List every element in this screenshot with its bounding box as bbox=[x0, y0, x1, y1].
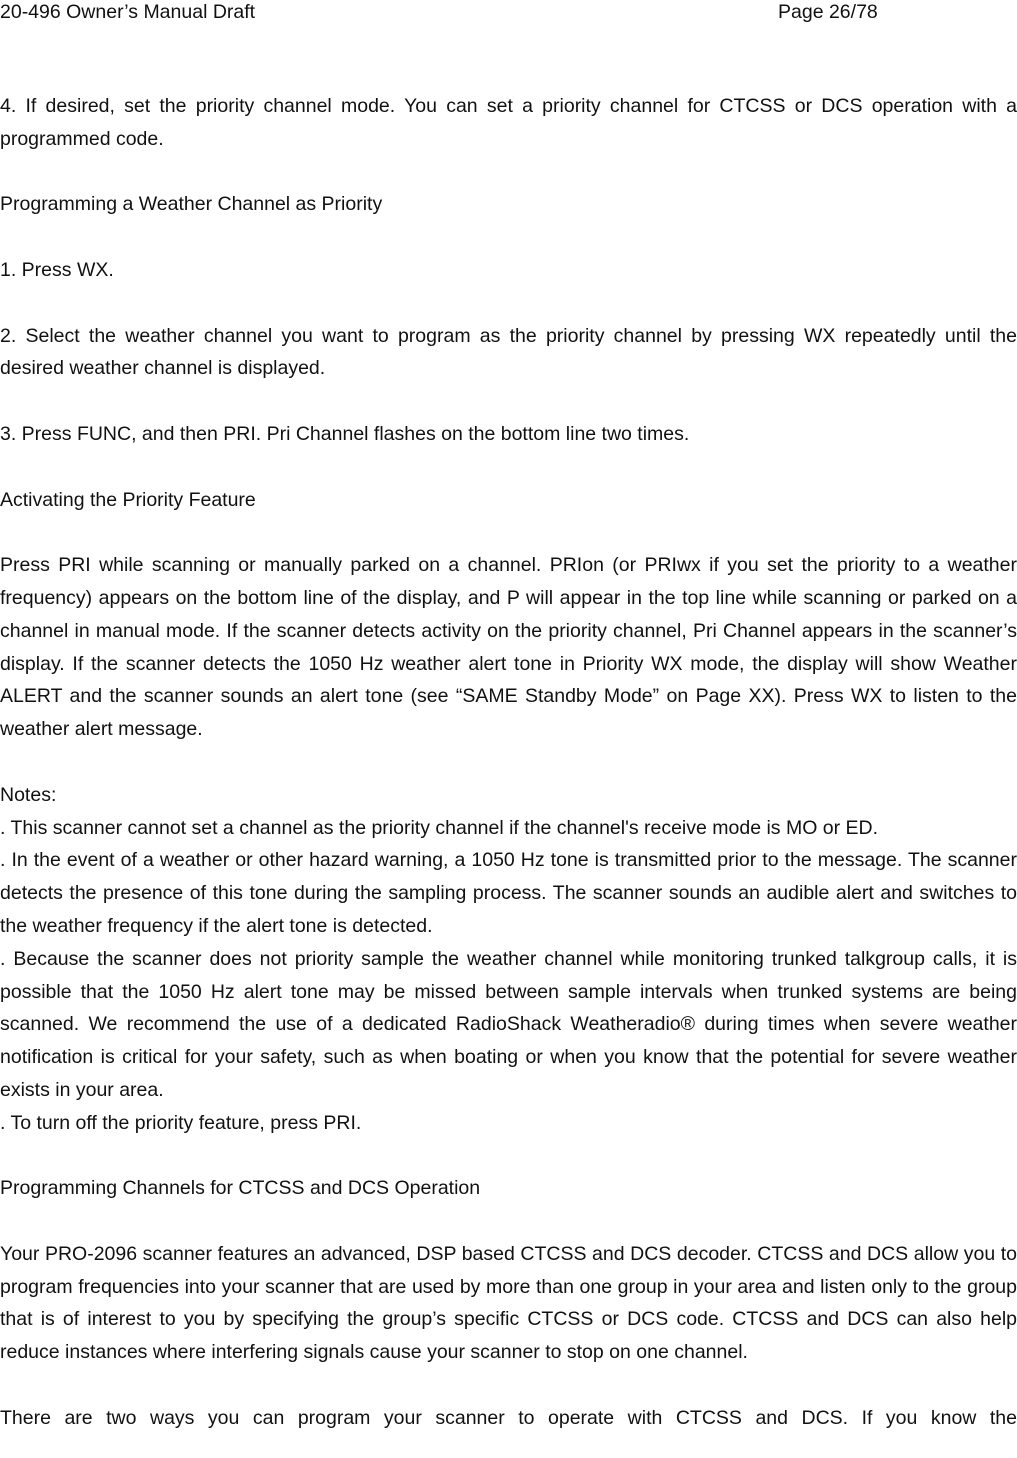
document-title: 20-496 Owner’s Manual Draft bbox=[0, 1, 256, 23]
heading-weather-priority: Programming a Weather Channel as Priority bbox=[0, 193, 383, 216]
heading-ctcss-dcs: Programming Channels for CTCSS and DCS Operation bbox=[0, 1177, 481, 1200]
ctcss-paragraph: Your PRO-2096 scanner features an advanced, DSP based CTCSS and DCS decoder. CTCSS and DCS allow you to program frequencies into your scanner that are used by more than one group in your area and listen only to the group that is of interest to you by specifying the group’s specific CTCSS or DCS code. CTCSS and DCS can also help reduce instances where interfering signals cause your scanner to stop on one channel. bbox=[0, 1242, 1017, 1364]
note-item: . In the event of a weather or other hazard warning, a 1050 Hz tone is transmitted prior to the message. The scanner detects the presence of this tone during the sampling process. The scanner sounds an audible alert and switches to the weather frequency if the alert tone is detected. bbox=[0, 849, 1017, 937]
activating-paragraph: Press PRI while scanning or manually parked on a channel. PRIon (or PRIwx if you set the priority to a weather frequency) appears on the bottom line of the display, and P will appear in the top line while scanning or parked on a channel in manual mode. If the scanner detects activity on the priority channel, Pri Channel appears in the scanner’s display. If the scanner detects the 1050 Hz weather alert tone in Priority WX mode, the display will show Weather ALERT and the scanner sounds an alert tone (see “SAME Standby Mode” on Page XX). Press WX to listen to the weather alert message. bbox=[0, 554, 1017, 741]
two-ways-paragraph: There are two ways you can program your scanner to operate with CTCSS and DCS. If you know the bbox=[0, 1406, 1017, 1429]
notes-label: Notes: bbox=[0, 783, 57, 806]
heading-activating-priority: Activating the Priority Feature bbox=[0, 488, 256, 511]
step-4-paragraph: 4. If desired, set the priority channel mode. You can set a priority channel for CTCSS or DCS operation with a programmed code. bbox=[0, 95, 1017, 150]
note-item: . This scanner cannot set a channel as the priority channel if the channel's receive mode is MO or ED. bbox=[0, 816, 879, 839]
page-number: Page 26/78 bbox=[778, 1, 878, 23]
weather-step-3: 3. Press FUNC, and then PRI. Pri Channel flashes on the bottom line two times. bbox=[0, 422, 690, 445]
page-header bbox=[0, 0, 1017, 28]
weather-step-1: 1. Press WX. bbox=[0, 258, 114, 281]
weather-step-2: 2. Select the weather channel you want to program as the priority channel by pressing WX repeatedly until the desired weather channel is displayed. bbox=[0, 324, 1017, 380]
note-item: . To turn off the priority feature, press PRI. bbox=[0, 1111, 362, 1134]
page-body bbox=[0, 90, 1017, 1435]
note-item: . Because the scanner does not priority sample the weather channel while monitoring trunked talkgroup calls, it is possible that the 1050 Hz alert tone may be missed between sample intervals when trunked systems are being scanned. We recommend the use of a dedicated RadioShack Weatheradio® during times when severe weather notification is critical for your safety, such as when boating or when you know that the potential for severe weather exists in your area. bbox=[0, 947, 1017, 1101]
